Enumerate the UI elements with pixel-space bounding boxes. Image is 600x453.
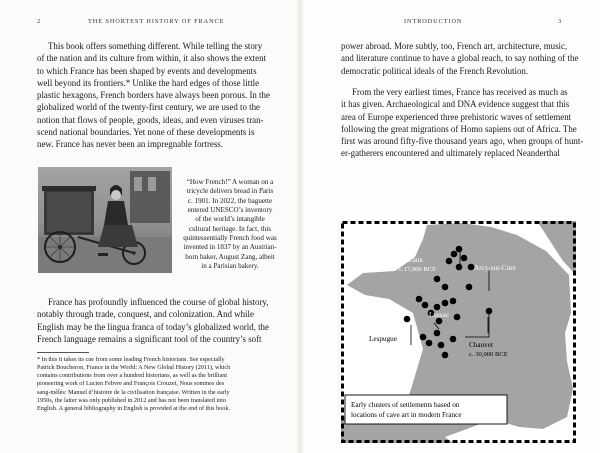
text-line: new. France has never been an impregnable fortress. <box>37 139 223 150</box>
caption-line: in a Parisian bakery. <box>201 262 259 271</box>
settlement-dot <box>454 314 461 321</box>
label-lespugue: Lespugue <box>369 335 397 343</box>
text-line: France has profoundly influenced the course of global history, <box>48 297 269 307</box>
settlement-dot <box>434 276 441 283</box>
settlement-dot <box>426 340 433 347</box>
settlement-dot <box>404 316 411 323</box>
footnote-line: contains contributions from over a hundred historians, as well as the brilliant <box>37 372 228 380</box>
text-line: notion that flows of people, goods, ideas, and even viruses tran- <box>37 114 264 125</box>
label-lascaux-date: c.17,000 BCE <box>399 266 437 273</box>
running-head: INTRODUCTION <box>404 18 463 25</box>
body-paragraph-2 <box>37 296 274 345</box>
text-line: er-gatherers encountered and ultimately replaced Neanderthal <box>341 148 560 159</box>
text-line: first was around fifty-five thousand years ago, when groups of hunt- <box>341 136 584 147</box>
text-line: of the nation and its culture from within, it also shows the extent <box>37 53 266 64</box>
caption-line: quintessentially French food was <box>183 234 277 243</box>
caption-line: born baker, August Zang, albeit <box>185 252 275 261</box>
caption-line: cultural heritage. In fact, this <box>189 224 271 233</box>
cave-art-map <box>341 221 576 443</box>
label-arcy: Arcy-sur-Cure <box>474 264 516 272</box>
book-gutter <box>296 0 304 453</box>
text-line: area of Europe experienced three prehistoric waves of settlement <box>341 111 572 122</box>
legend-line: locations of cave art in modern France <box>351 411 462 419</box>
settlement-dot <box>438 342 445 349</box>
footnote-line: * In this it takes its cue from some leading French historians. See especially <box>37 356 225 363</box>
footnote-line: Patrick Boucheron, France in the World: A New Global History (2011), which <box>37 364 231 372</box>
caption-line: invented in 1837 by an Austrian- <box>183 243 277 252</box>
settlement-dot <box>442 300 449 307</box>
settlement-dot <box>461 255 468 262</box>
text-line: globalized world of the twenty-first century, we are used to the <box>37 102 260 113</box>
settlement-dot <box>450 298 457 305</box>
text-line: plastic hexagons, French borders have always been porous. In the <box>37 90 270 101</box>
footnote-line: 1950s, the latter was only published in 2012 and has not been translated into <box>37 396 227 404</box>
text-line: French language remains a significant tool of the country’s soft <box>37 333 262 344</box>
settlement-dot <box>442 284 449 291</box>
settlement-dot <box>466 284 473 291</box>
text-line: From the very earliest times, France has received as much as <box>352 87 568 97</box>
page-number: 2 <box>37 18 42 25</box>
text-line: democratic political ideals of the French Revolution. <box>341 65 529 76</box>
caption-line: entered UNESCO’s inventory <box>187 206 273 215</box>
text-line: to which France has been shaped by events and developments <box>37 65 257 76</box>
settlement-dot <box>442 352 449 359</box>
text-line: English may be the lingua franca of today’s globalized world, the <box>37 321 269 332</box>
body-paragraph-2 <box>341 86 584 160</box>
settlement-dot <box>446 258 453 265</box>
text-line: notably through trade, conquest, and colonization. And while <box>37 309 254 320</box>
footnote-line: English. A general bibliography in English is provided at the end of this book. <box>37 404 230 412</box>
map-legend-box <box>345 395 507 424</box>
settlement-dot <box>456 264 463 271</box>
label-chauvet-date: c. 30,000 BCE <box>469 351 508 358</box>
running-head: THE SHORTEST HISTORY OF FRANCE <box>88 18 225 25</box>
label-lascaux: Lascaux <box>399 256 423 264</box>
settlement-dot <box>434 330 441 337</box>
settlement-dot <box>451 251 458 258</box>
body-paragraph-1 <box>37 40 274 151</box>
text-line: well beyond its frontiers.* Unlike the hard edges of those little <box>37 77 260 88</box>
settlement-dot <box>434 304 441 311</box>
text-line: power abroad. More subtly, too, French art, architecture, music, <box>341 41 568 51</box>
page-number: 3 <box>558 18 563 25</box>
label-chauvet: Chauvet <box>469 341 493 349</box>
text-line: scend national boundaries. Yet none of these developments is <box>37 127 255 138</box>
settlement-dot <box>456 246 463 253</box>
caption-line: c. 1901. In 2022, the baguette <box>187 196 273 205</box>
caption-line: “How French!” A woman on a <box>186 178 274 186</box>
caption-line: tricycle delivers bread in Paris <box>186 187 274 196</box>
settlement-dot <box>450 336 457 343</box>
text-line: following the great migrations of Homo sapiens out of Africa. The <box>341 123 577 134</box>
label-lussac: Lussac <box>429 311 449 319</box>
label-niaux: Niaux <box>403 350 421 358</box>
text-line: This book offers something different. While telling the story <box>48 41 263 51</box>
footnote-rule <box>37 352 89 353</box>
text-line: and literature continue to have a global reach, to say nothing of the <box>341 53 579 64</box>
footnote <box>37 356 277 413</box>
body-paragraph-1 <box>341 40 577 77</box>
photo-caption <box>178 178 282 271</box>
caption-line: of the world’s intangible <box>195 215 265 224</box>
settlement-dot <box>420 334 427 341</box>
footnote-line: sang-mêlés: Manuel d’histoire de la civilisation française. Written in the early <box>37 388 230 396</box>
settlement-dot <box>422 302 429 309</box>
bread-tricycle-photo <box>38 167 172 273</box>
text-line: it has given. Archaeological and DNA evidence suggest that this <box>341 99 570 110</box>
legend-line: Early clusters of settlements based on <box>351 401 460 409</box>
footnote-line: pioneering work of Lucien Febvre and François Crouzet, Nous sommes des <box>37 380 225 388</box>
settlement-dot <box>416 296 423 303</box>
